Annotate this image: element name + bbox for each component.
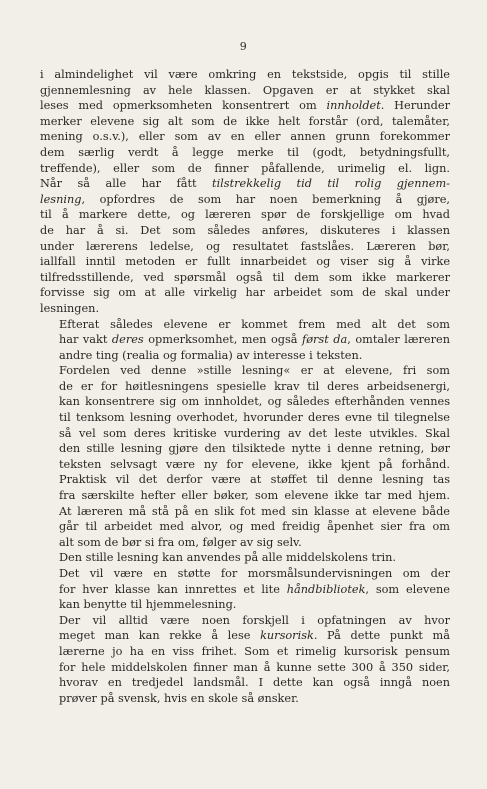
text-line: går til arbeidet med alvor, og med freidig åpenhet sier fra om bbox=[59, 520, 450, 534]
text-line: under lærerens ledelse, og resultatet fastslåes. Læreren bør, bbox=[40, 239, 450, 253]
text-line: har vakt deres opmerksomhet, men også først da, omtaler læreren bbox=[59, 333, 450, 347]
text-line: Efterat således elevene er kommet frem med alt det som bbox=[59, 317, 450, 331]
text-line: lærerne jo ha en viss frihet. Som et rimelig kursorisk pensum bbox=[59, 644, 450, 658]
text-line: i almindelighet vil være omkring en tekstside, opgis til stille bbox=[40, 68, 450, 81]
emphasis: da bbox=[333, 333, 348, 347]
emphasis: håndbibliotek bbox=[286, 582, 366, 596]
page-number: 9 bbox=[239, 40, 248, 53]
emphasis: først bbox=[302, 333, 329, 347]
paragraph bbox=[40, 363, 450, 550]
emphasis: tilstrekkelig tid til rolig gjennem- bbox=[212, 177, 450, 191]
text-line: de er for høitlesningens spesielle krav til deres arbeidsenergi, bbox=[59, 379, 450, 393]
text-line: teksten selvsagt være ny for elevene, ikke kjent på forhånd. bbox=[59, 457, 450, 471]
text-line: kan konsentrere sig om innholdet, og således efterhånden vennes bbox=[59, 395, 450, 409]
text-line: iallfall inntil metoden er fullt innarbeidet og viser sig å virke bbox=[40, 255, 450, 269]
text-line: mening o.s.v.), eller som av en eller annen grunn forekommer bbox=[40, 130, 450, 144]
text-line: alt som de bør si fra om, følger av sig selv. bbox=[59, 535, 302, 549]
text-line: dem særlig verdt å legge merke til (godt, betydningsfullt, bbox=[40, 145, 450, 159]
text-line: for hele middelskolen finner man å kunne sette 300 å 350 sider, bbox=[59, 660, 450, 674]
text-line: leses med opmerksomheten konsentrert om innholdet. Herunder bbox=[40, 99, 450, 113]
text-line: andre ting (realia og formalia) av interesse i teksten. bbox=[59, 348, 363, 362]
text-line: At læreren må stå på en slik fot med sin klasse at elevene både bbox=[59, 504, 450, 518]
text-line: Det vil være en støtte for morsmålsundervisningen om der bbox=[59, 567, 450, 580]
text-line: Praktisk vil det derfor være at støffet til denne lesning tas bbox=[59, 473, 450, 487]
text-line: prøver på svensk, hvis en skole så ønsker. bbox=[59, 691, 299, 705]
text-line: for hver klasse kan innrettes et lite håndbibliotek, som elevene bbox=[59, 582, 450, 596]
text-line: treffende), eller som de finner påfallende, urimelig el. lign. bbox=[40, 161, 450, 175]
text-line: Fordelen ved denne »stille lesning« er at elevene, fri som bbox=[59, 364, 450, 378]
body-text bbox=[40, 67, 450, 706]
paragraph bbox=[40, 550, 450, 566]
text-line: Når så alle har fått tilstrekkelig tid til rolig gjennem- bbox=[40, 177, 450, 191]
text-line: Den stille lesning kan anvendes på alle middelskolens trin. bbox=[59, 551, 396, 565]
paragraph bbox=[40, 613, 450, 707]
text-line: til tenksom lesning overhodet, hvorunder deres evne til tilegnelse bbox=[59, 411, 450, 425]
emphasis: lesning bbox=[40, 192, 82, 206]
text-line: til å markere dette, og læreren spør de forskjellige om hvad bbox=[40, 208, 450, 222]
emphasis: innholdet bbox=[326, 99, 381, 113]
text-line: tilfredsstillende, ved spørsmål også til dem som ikke markerer bbox=[40, 270, 450, 284]
emphasis: kursorisk bbox=[260, 629, 314, 643]
text-line: den stille lesning gjøre den tilsiktede nytte i denne retning, bør bbox=[59, 442, 450, 456]
text-line: lesningen. bbox=[40, 301, 100, 315]
text-line: merker elevene sig alt som de ikke helt forstår (ord, talemåter, bbox=[40, 114, 450, 128]
text-line: forvisse sig om at alle virkelig har arbeidet som de skal under bbox=[40, 286, 450, 300]
paragraph bbox=[40, 317, 450, 364]
text-line: gjennemlesning av hele klassen. Opgaven er at stykket skal bbox=[40, 83, 450, 97]
text-line: kan benytte til hjemmelesning. bbox=[59, 598, 237, 612]
text-line: lesning, opfordres de som har noen bemerkning å gjøre, bbox=[40, 192, 450, 206]
text-line: de har å si. Det som således anføres, diskuteres i klassen bbox=[40, 223, 450, 237]
text-line: Der vil alltid være noen forskjell i opfatningen av hvor bbox=[59, 613, 450, 627]
text-line: hvorav en tredjedel landsmål. I dette kan også inngå noen bbox=[59, 676, 450, 690]
text-line: meget man kan rekke å lese kursorisk. På dette punkt må bbox=[59, 629, 450, 643]
paragraph bbox=[40, 67, 450, 317]
text-line: så vel som deres kritiske vurdering av det leste utvikles. Skal bbox=[59, 426, 450, 440]
text-line: fra særskilte hefter eller bøker, som elevene ikke tar med hjem. bbox=[59, 489, 450, 503]
paragraph bbox=[40, 566, 450, 613]
emphasis: deres bbox=[111, 333, 144, 347]
